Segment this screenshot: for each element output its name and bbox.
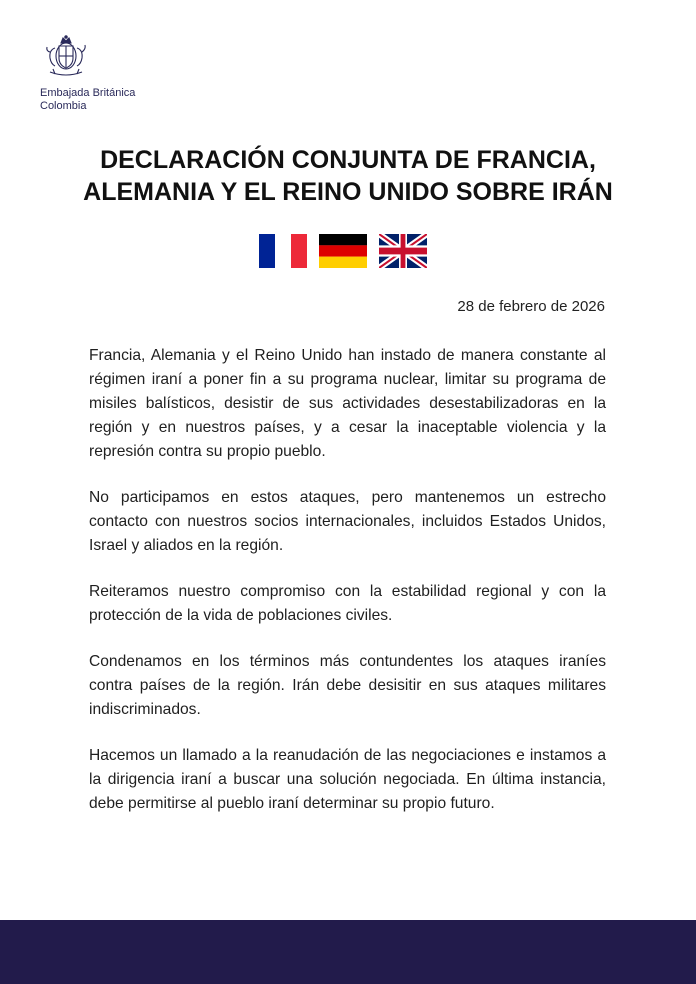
royal-coat-of-arms-icon [41, 34, 91, 80]
embassy-logo [40, 34, 150, 113]
statement-date: 28 de febrero de 2026 [457, 298, 605, 315]
page-title [0, 144, 696, 208]
flags-row [259, 234, 427, 268]
title-line-2: ALEMANIA Y EL REINO UNIDO SOBRE IRÁN [83, 178, 613, 206]
embassy-country: Colombia [40, 100, 87, 112]
paragraph: Condenamos en los términos más contundentes los ataques iraníes contra países de la región. Irán debe desisitir en sus ataques militares indiscriminados. [89, 653, 606, 718]
embassy-name: Embajada Británica [40, 87, 136, 99]
germany-flag-icon [319, 234, 367, 268]
paragraph: Reiteramos nuestro compromiso con la estabilidad regional y con la protección de la vida de poblaciones civiles. [89, 583, 606, 624]
paragraph: Hacemos un llamado a la reanudación de las negociaciones e instamos a la dirigencia iraní a buscar una solución negociada. En última instancia, debe permitirse al pueblo iraní determinar su propio futuro. [89, 747, 606, 812]
footer-bar [0, 920, 696, 984]
paragraph: Francia, Alemania y el Reino Unido han instado de manera constante al régimen iraní a poner fin a su programa nuclear, limitar su programa de misiles balísticos, desistir de sus actividades desestabilizadoras en la región y en nuestros países, y a cesar la inaceptable violencia y la represión contra su propio pueblo. [89, 347, 606, 460]
statement-body [89, 344, 606, 838]
title-line-1: DECLARACIÓN CONJUNTA DE FRANCIA, [100, 146, 596, 174]
france-flag-icon [259, 234, 307, 268]
uk-flag-icon [379, 234, 427, 268]
paragraph: No participamos en estos ataques, pero mantenemos un estrecho contacto con nuestros socios internacionales, incluidos Estados Unidos, Israel y aliados en la región. [89, 489, 606, 554]
